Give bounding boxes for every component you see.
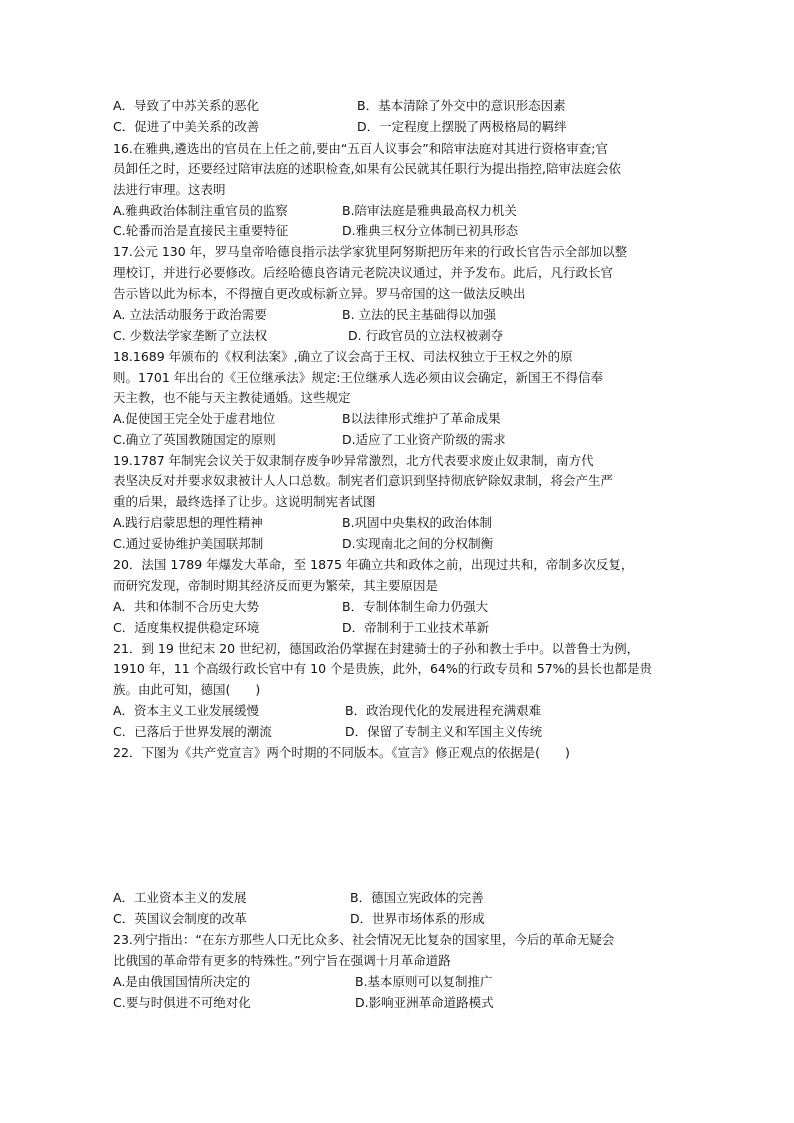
q19-stem-line2: 表坚决反对并要求奴隶被计人人口总数。制宪者们意识到坚持彻底铲除奴隶制，将会产生严 bbox=[113, 473, 614, 488]
q19-option-c: C.通过妥协维护美国联邦制 bbox=[113, 536, 264, 551]
q17-option-c: C. 少数法学家垄断了立法权 bbox=[113, 328, 268, 343]
q16-option-a: A.雅典政治体制注重官员的监察 bbox=[113, 203, 288, 218]
q21-option-a: A．资本主义工业发展缓慢 bbox=[113, 703, 260, 718]
q21-option-b: B．政治现代化的发展进程充满艰难 bbox=[345, 703, 542, 718]
q21-stem-line1: 21．到 19 世纪末 20 世纪初，德国政治仍掌握在封建骑士的子孙和教士手中。以普鲁士为例， bbox=[113, 641, 640, 656]
q23-stem-line1: 23.列宁指出：“在东方那些人口无比众多、社会情况无比复杂的国家里，今后的革命无疑会 bbox=[113, 932, 615, 947]
q22-stem-line1: 22．下图为《共产党宣言》两个时期的不同版本。《宣言》修正观点的依据是( ) bbox=[113, 745, 570, 760]
q21-stem-line2: 1910 年，11 个高级行政长官中有 10 个是贵族，此外，64%的行政专员和 57%的县长也都是贵 bbox=[113, 661, 653, 676]
q15-option-a: A．导致了中苏关系的恶化 bbox=[113, 98, 260, 113]
q18-option-c: C.确立了英国教随国定的原则 bbox=[113, 432, 276, 447]
q19-option-a: A.践行启蒙思想的理性精神 bbox=[113, 515, 263, 530]
q17-option-a: A. 立法活动服务于政治需要 bbox=[113, 307, 267, 322]
q18-stem-line2: 则。1701 年出台的《王位继承法》规定:王位继承人选必须由议会确定，新国王不得信奉 bbox=[113, 370, 603, 385]
q19-stem-line1: 19.1787 年制宪会议关于奴隶制存废争吵异常激烈，北方代表要求废止奴隶制，南方代 bbox=[113, 453, 594, 468]
q19-option-b: B.巩固中央集权的政治体制 bbox=[342, 515, 493, 530]
q18-option-d: D.适应了工业资产阶级的需求 bbox=[342, 432, 506, 447]
q17-option-d: D. 行政官员的立法权被剥夺 bbox=[348, 328, 504, 343]
q20-stem-line1: 20．法国 1789 年爆发大革命，至 1875 年确立共和政体之前，出现过共和，帝制多次反复， bbox=[113, 557, 634, 572]
q23-option-b: B.基本原则可以复制推广 bbox=[355, 974, 493, 989]
q16-stem-line3: 法进行审理。这表明 bbox=[113, 182, 226, 197]
q22-option-b: B．德国立宪政体的完善 bbox=[350, 890, 484, 905]
q20-stem-line2: 而研究发现，帝制时期其经济反而更为繁荣，其主要原因是 bbox=[113, 578, 439, 593]
q20-option-c: C．适度集权提供稳定环境 bbox=[113, 620, 260, 635]
q21-stem-line3: 族。由此可知，德国( ) bbox=[113, 682, 261, 697]
q19-option-d: D.实现南北之间的分权制衡 bbox=[342, 536, 494, 551]
q18-stem-line1: 18.1689 年颁布的《权利法案》,确立了议会高于王权、司法权独立于王权之外的原 bbox=[113, 349, 573, 364]
q20-option-a: A．共和体制不合历史大势 bbox=[113, 599, 260, 614]
q17-stem-line3: 告示皆以此为标本，不得擅自更改或标新立异。罗马帝国的这一做法反映出 bbox=[113, 286, 526, 301]
q15-option-d: D．一定程度上摆脱了两极格局的羁绊 bbox=[357, 119, 567, 134]
q18-option-b: B以法律形式维护了革命成果 bbox=[342, 411, 501, 426]
q23-option-c: C.要与时俱进不可绝对化 bbox=[113, 995, 251, 1010]
q16-stem-line1: 16.在雅典,遴选出的官员在上任之前,要由“五百人议事会”和陪审法庭对其进行资格审查;官 bbox=[113, 141, 608, 156]
q16-stem-line2: 员卸任之时，还要经过陪审法庭的述职检查,如果有公民就其任职行为提出指控,陪审法庭会依 bbox=[113, 161, 621, 176]
q20-option-b: B．专制体制生命力仍强大 bbox=[342, 599, 489, 614]
q17-stem-line2: 理校订，并进行必要修改。后经哈德良咨请元老院决议通过，并予发布。此后，凡行政长官 bbox=[113, 265, 614, 280]
q17-stem-line1: 17.公元 130 年，罗马皇帝哈德良指示法学家犹里阿努斯把历年来的行政长官告示全部加以整 bbox=[113, 244, 628, 259]
q22-option-d: D．世界市场体系的形成 bbox=[350, 911, 485, 926]
q22-option-c: C．英国议会制度的改革 bbox=[113, 911, 247, 926]
q16-option-d: D.雅典三权分立体制已初具形态 bbox=[342, 223, 519, 238]
q16-option-c: C.轮番而治是直接民主重要特征 bbox=[113, 223, 289, 238]
q21-option-c: C．已落后于世界发展的潮流 bbox=[113, 724, 272, 739]
q18-option-a: A.促使国王完全处于虚君地位 bbox=[113, 411, 276, 426]
q22-figure-placeholder bbox=[113, 768, 673, 883]
q23-stem-line2: 比俄国的革命带有更多的特殊性。”列宁旨在强调十月革命道路 bbox=[113, 953, 451, 968]
q16-option-b: B.陪审法庭是雅典最高权力机关 bbox=[342, 203, 518, 218]
q21-option-d: D．保留了专制主义和军国主义传统 bbox=[345, 724, 543, 739]
q18-stem-line3: 天主教，也不能与天主教徒通婚。这些规定 bbox=[113, 390, 351, 405]
q19-stem-line3: 重的后果，最终选择了让步。这说明制宪者试图 bbox=[113, 494, 376, 509]
q15-option-b: B．基本清除了外交中的意识形态因素 bbox=[357, 98, 566, 113]
q15-option-c: C．促进了中美关系的改善 bbox=[113, 119, 260, 134]
q23-option-a: A.是由俄国国情所决定的 bbox=[113, 974, 251, 989]
q22-option-a: A．工业资本主义的发展 bbox=[113, 890, 247, 905]
q23-option-d: D.影响亚洲革命道路模式 bbox=[355, 995, 494, 1010]
q17-option-b: B. 立法的民主基础得以加强 bbox=[342, 307, 497, 322]
q20-option-d: D．帝制利于工业技术革新 bbox=[342, 620, 490, 635]
